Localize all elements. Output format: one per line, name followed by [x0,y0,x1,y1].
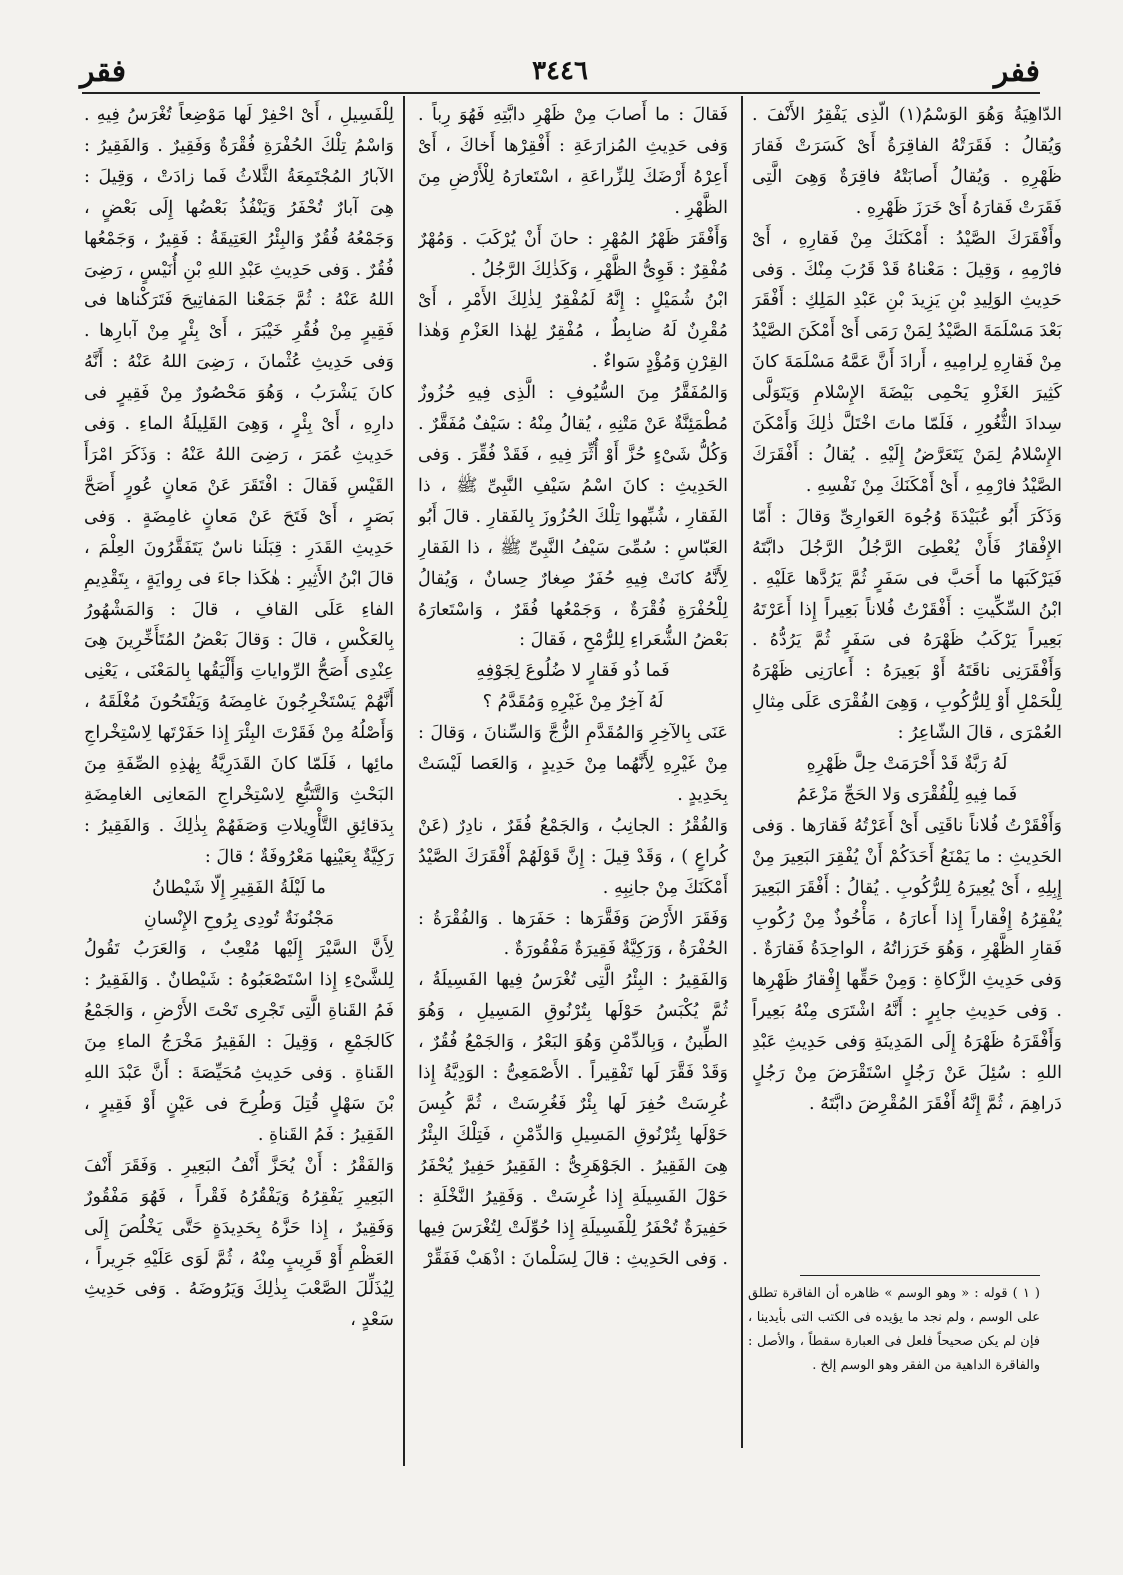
paragraph: وأَفْقَرَكَ الصَّيْدُ : أَمْكَنَكَ مِنْ فَقارِهِ ، أَىْ فارْمِهِ ، وَقِيلَ : مَعْناهُ قَدْ قَرُبَ مِنْكَ . وَفى حَدِيثِ الوَلِيدِ بْنِ يَزِيدَ بْنِ عَبْدِ المَلِكِ : أَفْقَرَ بَعْدَ مَسْلَمَةَ الصَّيْدُ لِمَنْ رَمَى أَىْ أَمْكَنَ الصَّيْدُ مِنْ فَقارِهِ لِرامِيهِ ، أَرادَ أَنَّ عَمَّهُ مَسْلَمَةَ كانَ كَثِيرَ الغَزْوِ يَحْمِى بَيْضَةَ الإِسْلامِ وَيَتَوَلَّى سِدادَ الثُّغُورِ ، فَلَمّا ماتَ اخْتَلَّ ذٰلِكَ وَأَمْكَنَ الإِسْلامُ لِمَنْ يَتَعَرَّضُ إِلَيْهِ . يُقالُ : أَفْقَرَكَ الصَّيْدُ فارْمِهِ ، أَىْ أَمْكَنَكَ مِنْ نَفْسِهِ . [752,228,1062,496]
paragraph: وَذَكَرَ أَبُو عُبَيْدَةَ وُجُوهَ العَوارِىِّ وَقالَ : أَمّا الإِفْقارُ فَأَنْ يُعْطِىَ الرَّجُلُ الرَّجُلَ دابَّتَهُ فَيَرْكَبَها ما أَحَبَّ فى سَفَرٍ ثُمَّ يَرُدَّها عَلَيْهِ . ابْنُ السِّكِّيتِ : أَفْقَرْتُ فُلاناً بَعِيراً إِذا أَعَرْتَهُ بَعِيراً يَرْكَبُ ظَهْرَهُ فى سَفَرٍ ثُمَّ يَرُدُّهُ . وَأَفْقَرَنِى ناقَتَهُ أَوْ بَعِيرَهُ : أَعارَنِى ظَهْرَهُ لِلْحَمْلِ أَوْ لِلرُّكُوبِ ، وَهِىَ الفُقْرَى عَلَى مِثالِ العُمْرَى ، قالَ الشّاعِرُ : [752,506,1062,744]
paragraph: الدّاهِيَةُ وَهُوَ الوَسْمُ(١) الّذِى يَفْقِرُ الأَنْفَ . وَيُقالُ : فَقَرَتْهُ الفاقِرَةُ أَىْ كَسَرَتْ فَقارَ ظَهْرِهِ . وَيُقالُ أَصابَتْهُ فاقِرَةٌ وَهِىَ الَّتِى فَقَرَتْ فَقارَهُ أَىْ خَرَزَ ظَهْرِهِ . [752,105,1062,218]
paragraph: وَأَفْقَرَ ظَهْرُ المُهْرِ : حانَ أَنْ يُرْكَبَ . وَمُهْرٌ مُفْقِرٌ : قَوِىُّ الظَّهْرِ ، وَكَذٰلِكَ الرَّجُلُ . [418,228,728,280]
verse-line: مَجْنُونَةٌ تُودِى بِرُوحِ الإِنْسانِ [143,908,335,929]
running-head-right: ففر [993,54,1040,89]
column-middle [418,100,728,1460]
running-head-left: فقر [80,54,127,89]
paragraph: وَالفُقْرُ : الجانِبُ ، وَالجَمْعُ فُقَرٌ ، نادِرٌ (عَنْ كُراعٍ ) ، وَقَدْ قِيلَ : إِنَّ قَوْلَهُمْ أَفْقَرَكَ الصَّيْدُ أَمْكَنَكَ مِنْ جانِبِهِ . [418,815,728,898]
column-left [84,100,394,1445]
column-divider-right [741,96,743,1448]
page-number: ٣٤٤٦ [532,56,588,86]
paragraph: لِأَنَّ السَّيْرَ إِلَيْها مُتْعِبٌ ، وَالعَرَبُ تَقُولُ لِلشَّىْءِ إِذا اسْتَصْعَبُوهُ : شَيْطانٌ . وَالفَقِيرُ : فَمُ القَناةِ الَّتِى تَجْرِى تَحْتَ الأَرْضِ ، وَالجَمْعُ كَالجَمْعِ ، وَقِيلَ : الفَقِيرُ مَخْرَجُ الماءِ مِنَ القَناةِ . وَفى حَدِيثِ مُحَيِّصَةَ : أَنَّ عَبْدَ اللهِ بْنَ سَهْلٍ قُتِلَ وَطُرِحَ فى عَيْنٍ أَوْ فَقِيرٍ ، الفَقِيرُ : فَمُ القَناةِ . [84,939,394,1145]
footnote-text: ( ١ ) قوله : « وهو الوسم » ظاهره أن الفاقرة تطلق على الوسم ، ولم نجد ما يؤيده فى الكتب التى بأيدينا ، فإن لم يكن صحيحاً فلعل فى العبارة سقطاً ، والأصل : والفاقرة الداهية من الفقر وهو الوسم إلخ . [748,1286,1040,1373]
paragraph: وَالفَقِيرُ : البِئْرُ الَّتِى تُغْرَسُ فِيها الفَسِيلَةُ ، ثُمَّ يُكْبَسُ حَوْلَها بِتُرْنُوقِ المَسِيلِ ، وَهُوَ الطِّينُ ، وَبِالدِّمْنِ وَهُوَ البَعْرُ ، وَالجَمْعُ فُقُرٌ ، وَقَدْ فَقَّرَ لَها تَفْقِيراً . الأَصْمَعِىُّ : الوَدِيَّةُ إِذا غُرِسَتْ حُفِرَ لَها بِئْرٌ فَغُرِسَتْ ، ثُمَّ كُبِسَ حَوْلَها بِتُرْنُوقِ المَسِيلِ وَالدِّمْنِ ، فَتِلْكَ البِئْرُ هِىَ الفَقِيرُ . الجَوْهَرِىُّ : الفَقِيرُ حَفِيرٌ يُحْفَرُ حَوْلَ الفَسِيلَةِ إِذا غُرِسَتْ . وَفَقِيرُ النَّخْلَةِ : حَفِيرَةٌ تُحْفَرُ لِلْفَسِيلَةِ إِذا حُوِّلَتْ لِتُغْرَسَ فِيها . وَفى الحَدِيثِ : قالَ لِسَلْمانَ : اذْهَبْ فَفَقِّرْ [418,970,728,1269]
paragraph: لِلْفَسِيلِ ، أَىْ احْفِرْ لَها مَوْضِعاً تُغْرَسُ فِيهِ . وَاسْمُ تِلْكَ الحُفْرَةِ فُقْرَةٌ وَفَقِيرٌ . وَالفَقِيرُ : الآبارُ المُجْتَمِعَةُ الثَّلاثُ فَما زادَتْ ، وَقِيلَ : هِىَ آبارٌ تُحْفَرُ وَيَنْفُذُ بَعْضُها إِلَى بَعْضٍ ، وَجَمْعُهُ فُقُرٌ وَالبِئْرُ العَتِيقَةُ : فَقِيرٌ ، وَجَمْعُها فُقُرٌ . وَفى حَدِيثِ عَبْدِ اللهِ بْنِ أُنَيْسٍ ، رَضِىَ اللهُ عَنْهُ : ثُمَّ جَمَعْنا المَفاتِيحَ فَتَرَكْناها فى فَقِيرٍ مِنْ فُقُرِ خَيْبَرَ ، أَىْ بِئْرٍ مِنْ آبارِها . وَفى حَدِيثِ عُثْمانَ ، رَضِىَ اللهُ عَنْهُ : أَنَّهُ كانَ يَشْرَبُ ، وَهُوَ مَحْصُورٌ مِنْ فَقِيرٍ فى دارِهِ ، أَىْ بِئْرٍ ، وَهِىَ القَلِيلَةُ الماءِ . وَفى حَدِيثِ عُمَرَ ، رَضِىَ اللهُ عَنْهُ : وَذَكَرَ امْرَأَ القَيْسِ فَقالَ : افْتَقَرَ عَنْ مَعانٍ عُورٍ أَصَحَّ بَصَرٍ ، أَىْ فَتَحَ عَنْ مَعانٍ غامِضَةٍ . وَفى حَدِيثِ القَدَرِ : قِبَلَنا ناسٌ يَتَفَقَّرُونَ العِلْمَ ، قالَ ابْنُ الأَثِيرِ : هٰكَذا جاءَ فى رِوايَةٍ ، بِتَقْدِيمِ الفاءِ عَلَى القافِ ، قالَ : وَالمَشْهُورُ بِالعَكْسِ ، قالَ : وَقالَ بَعْضُ المُتَأَخِّرِينَ هِىَ عِنْدِى أَصَحُّ الرِّواياتِ وَأَلْيَقُها بِالمَعْنَى ، يَعْنِى أَنَّهُمْ يَسْتَخْرِجُونَ غامِضَهُ وَيَفْتَحُونَ مُغْلَقَهُ ، وَأَصْلُهُ مِنْ فَقَرْتَ البِئْرَ إِذا حَفَرْتَها لِاسْتِخْراجِ مائِها ، فَلَمّا كانَ القَدَرِيَّةُ بِهٰذِهِ الصِّفَةِ مِنَ البَحْثِ وَالتَّتَبُّعِ لِاسْتِخْراجِ المَعانِى الغامِضَةِ بِدَقائِقِ التَّأْوِيلاتِ وَصَفَهُمْ بِذٰلِكَ . وَالفَقِيرُ : رَكِيَّةٌ بِعَيْنِها مَعْرُوفَةٌ ؛ قالَ : [84,105,394,867]
verse-line: لَهُ رَبَّةٌ قَدْ أَحْرَمَتْ حِلَّ ظَهْرِهِ [806,754,1008,775]
paragraph: ابْنُ شُمَيْلٍ : إِنَّهُ لَمُفْقِرٌ لِذٰلِكَ الأَمْرِ ، أَىْ مُقْرِنٌ لَهُ ضابِطٌ ، مُفْقِرٌ لِهٰذا العَزْمِ وَهٰذا القِرْنِ وَمُؤْدٍ سَواءٌ . [418,290,728,373]
verse-line: ما لَيْلَةُ الفَقِيرِ إِلّا شَيْطانُ [152,877,326,898]
paragraph: وَأَفْقَرْتُ فُلاناً ناقَتِى أَىْ أَعَرْتُهُ فَقارَها . وَفى الحَدِيثِ : ما يَمْنَعُ أَحَدَكُمْ أَنْ يُفْقِرَ البَعِيرَ مِنْ إِبِلِهِ ، أَىْ يُعِيرَهُ لِلرُّكُوبِ . يُقالُ : أَفْقَرَ البَعِيرَ يُفْقِرُهُ إِفْقاراً إِذا أَعارَهُ ، مَأْخُوذٌ مِنْ رُكُوبِ فَقارِ الظَّهْرِ ، وَهُوَ خَرَزاتُهُ ، الواحِدَةُ فَقارَةٌ . وَفى حَدِيثِ الزَّكاةِ : وَمِنْ حَقِّها إِفْقارُ ظَهْرِها . وَفى حَدِيثِ جابِرٍ : أَنَّهُ اشْتَرَى مِنْهُ بَعِيراً وَأَفْقَرَهُ ظَهْرَهُ إِلَى المَدِينَةِ وَفى حَدِيثِ عَبْدِ اللهِ : سُئِلَ عَنْ رَجُلٍ اسْتَقْرَضَ مِنْ رَجُلٍ دَراهِمَ ، ثُمَّ إِنَّهُ أَفْقَرَ المُقْرِضَ دابَّتَهُ . [752,815,1062,1114]
verse-line: لَهُ آخِرٌ مِنْ غَيْرِهِ وَمُقَدَّمُ ؟ [482,692,664,713]
paragraph: وَالمُفَقَّرُ مِنَ السُّيُوفِ : الَّذِى فِيهِ حُزُوزٌ مُطْمَئِنَّةٌ عَنْ مَتْنِهِ ، يُقالُ مِنْهُ : سَيْفٌ مُفَقَّرٌ . وَكُلُّ شَىْءٍ حُزَّ أَوْ أُثِّرَ فِيهِ ، فَقَدْ فُقِّرَ . وَفى الحَدِيثِ : كانَ اسْمُ سَيْفِ النَّبِىِّ ﷺ ، ذا الفَقارِ ، شُبِّهوا تِلْكَ الحُزُوزَ بِالفَقارِ . قالَ أَبُو العَبّاسِ : سُمِّىَ سَيْفُ النَّبِىِّ ﷺ ، ذا الفَقارِ لِأَنَّهُ كانَتْ فِيهِ حُفَرٌ صِغارٌ حِسانٌ ، وَيُقالُ لِلْحُفْرَةِ فُقْرَةٌ ، وَجَمْعُها فُقَرٌ ، وَاسْتَعارَهُ بَعْضُ الشُّعَراءِ لِلرُّمْحِ ، فَقالَ : [418,383,728,651]
footnote-rule [800,1275,1040,1276]
footnote [748,1282,1040,1378]
header-rule [82,92,1040,94]
paragraph: وَالفَقْرُ : أَنْ يُحَزَّ أَنْفُ البَعِيرِ . وَفَقَرَ أَنْفَ البَعِيرِ يَفْقِرُهُ وَيَفْقُرُهُ فَقْراً ، فَهُوَ مَفْقُورٌ وَفَقِيرٌ ، إِذا حَزَّهُ بِحَدِيدَةٍ حَتَّى يَخْلُصَ إِلَى العَظْمِ أَوْ قَرِيبٍ مِنْهُ ، ثُمَّ لَوَى عَلَيْهِ جَرِيراً ، لِيُذَلِّلَ الصَّعْبَ بِذٰلِكَ وَيَرُوضَهُ . وَفى حَدِيثِ سَعْدٍ ، [84,1155,394,1331]
verse-line: فَما فِيهِ لِلْفُقْرَى وَلا الحَجِّ مَزْعَمُ [796,784,1018,805]
paragraph: فَقالَ : ما أَصابَ مِنْ ظَهْرِ دابَّتِهِ فَهُوَ رِباً . وَفى حَدِيثِ المُزارَعَةِ : أَفْقِرْها أَخاكَ ، أَىْ أَعِرْهُ أَرْضَكَ لِلزِّراعَةِ ، اسْتَعارَهُ لِلْأَرْضِ مِنَ الظَّهْرِ . [418,105,728,218]
paragraph: وَفَقَرَ الأَرْضَ وَفَقَّرَها : حَفَرَها . وَالفُقْرَةُ : الحُفْرَةُ ، وَرَكِيَّةٌ فَقِيرَةٌ مَفْقُورَةٌ . [418,908,728,960]
column-divider-left [403,96,405,1466]
column-right [752,100,1062,1268]
verse-line: فَما ذُو فَقارٍ لا ضُلُوعَ لِجَوْفِهِ [476,661,670,682]
paragraph: عَنَى بِالآخِرِ وَالمُقَدَّمِ الزُّجَّ وَالسِّنانَ ، وَقالَ : مِنْ غَيْرِهِ لِأَنَّهُما مِنْ حَدِيدٍ ، وَالعَصا لَيْسَتْ بِحَدِيدٍ . [418,723,728,805]
